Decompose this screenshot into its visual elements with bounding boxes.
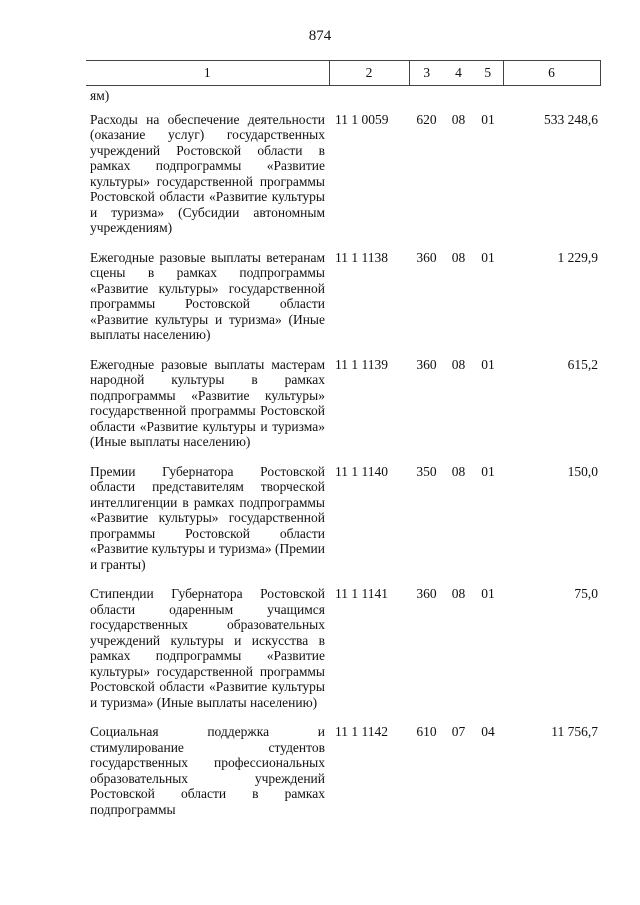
row-spacer — [86, 343, 600, 357]
column-header: 2 — [329, 61, 409, 86]
row-amount: 615,2 — [567, 356, 598, 372]
column-header: 5 — [473, 61, 503, 86]
row-vr: 350 — [416, 463, 437, 479]
column-header: 6 — [503, 61, 600, 86]
row-vr: 360 — [416, 356, 437, 372]
row-amount: 11 756,7 — [551, 724, 598, 739]
row-rz: 08 — [451, 356, 466, 372]
column-header: 1 — [86, 61, 329, 86]
row-rz — [444, 86, 473, 112]
row-code: 11 1 1142 — [335, 724, 388, 739]
row-vr: 610 — [416, 724, 437, 739]
row-description: ям) — [90, 88, 110, 103]
row-rz: 08 — [451, 586, 466, 601]
row-vr: 360 — [416, 586, 437, 601]
row-vr: 360 — [416, 249, 437, 265]
row-amount — [503, 86, 600, 112]
row-pr: 01 — [481, 356, 495, 372]
row-pr: 01 — [481, 111, 495, 127]
table-row — [86, 464, 600, 573]
budget-table — [86, 60, 601, 817]
row-pr: 01 — [481, 586, 495, 601]
row-code: 11 1 0059 — [335, 111, 389, 127]
row-rz: 08 — [451, 463, 466, 479]
row-amount: 150,0 — [567, 463, 598, 479]
row-spacer — [86, 572, 600, 586]
page-number: 874 — [308, 28, 332, 44]
table-row — [86, 86, 600, 112]
row-spacer — [86, 710, 600, 724]
row-description: Премии Губернатора Ростовской области представителям творческой интеллигенции в рамках подпрограммы «Развитие культуры» государственной программы Ростовской области «Развитие культуры и туризма» (Премии и гранты) — [90, 463, 325, 572]
row-rz: 08 — [451, 111, 466, 127]
table-row — [86, 250, 600, 343]
row-description: Расходы на обеспечение деятельности (оказание услуг) государственных учреждений Ростовской области в рамках подпрограммы «Развитие культуры» государственной программы Ростовской области «Развитие культуры и туризма» (Субсидии автономным учреждениям) — [90, 111, 325, 235]
row-pr: 04 — [481, 724, 495, 739]
row-code: 11 1 1141 — [335, 586, 388, 601]
table-row — [86, 724, 600, 817]
row-pr: 01 — [481, 463, 495, 479]
table-row — [86, 586, 600, 710]
row-code: 11 1 1138 — [335, 249, 388, 265]
row-pr — [473, 86, 503, 112]
row-description: Стипендии Губернатора Ростовской области одаренным учащимся государственных образовательных учреждений культуры и искусства в рамках подпрограммы «Развитие культуры» государственной программы Ростовской области «Развитие культуры и туризма» (Иные выплаты населению) — [90, 586, 325, 710]
row-spacer — [86, 236, 600, 250]
row-vr — [409, 86, 444, 112]
row-amount: 1 229,9 — [557, 249, 598, 265]
row-description: Социальная поддержка и стимулирование студентов государственных профессиональных образовательных учреждений Ростовской области в рамках подпрограммы — [90, 724, 325, 817]
row-rz: 08 — [451, 249, 466, 265]
row-amount: 533 248,6 — [544, 111, 598, 127]
table-row — [86, 112, 600, 236]
row-description: Ежегодные разовые выплаты мастерам народной культуры в рамках подпрограммы «Развитие культуры» государственной программы Ростовской области «Развитие культуры и туризма» (Иные выплаты населению) — [90, 356, 325, 449]
row-vr: 620 — [416, 111, 437, 127]
row-pr: 01 — [481, 249, 495, 265]
row-description: Ежегодные разовые выплаты ветеранам сцены в рамках подпрограммы «Развитие культуры» государственной программы Ростовской области «Развитие культуры и туризма» (Иные выплаты населению) — [90, 249, 325, 342]
table-row — [86, 357, 600, 450]
table-header-row — [86, 61, 600, 86]
column-header: 4 — [444, 61, 473, 86]
row-spacer — [86, 450, 600, 464]
row-code — [329, 86, 409, 112]
column-header: 3 — [409, 61, 444, 86]
row-code: 11 1 1140 — [335, 463, 388, 479]
row-code: 11 1 1139 — [335, 356, 388, 372]
row-amount: 75,0 — [574, 586, 598, 601]
row-rz: 07 — [451, 724, 466, 739]
